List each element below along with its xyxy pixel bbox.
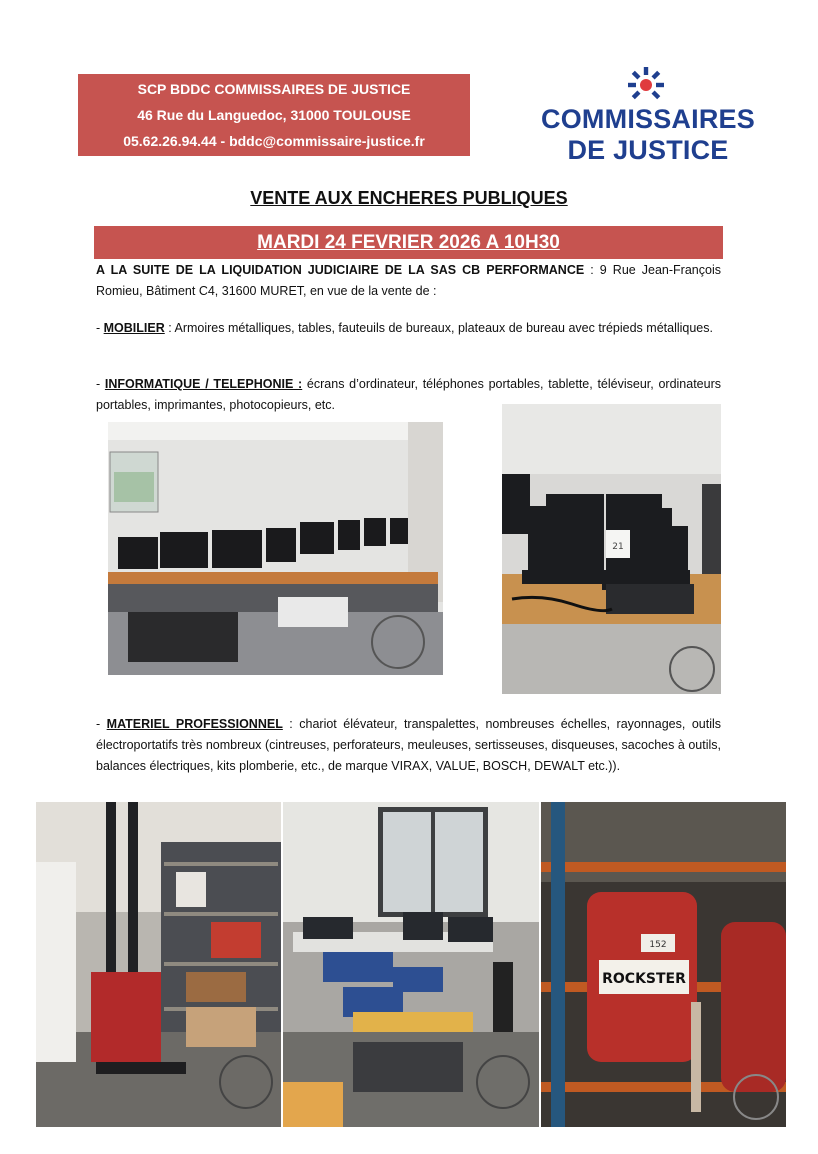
section-text: écrans d’ordinateur, téléphones portables, tablette, téléviseur, ordinateurs portables, imprimantes, photocopieurs, etc.	[96, 377, 721, 412]
section-prefix: -	[96, 321, 104, 335]
logo-line-1: COMMISSAIRES	[541, 104, 755, 134]
photo-forklift	[36, 802, 281, 1127]
section-label: INFORMATIQUE / TELEPHONIE :	[104, 377, 303, 391]
section-label: MOBILIER	[103, 321, 165, 335]
intro-paragraph	[96, 260, 721, 302]
logo-star-icon	[528, 64, 768, 108]
logo-line-2: DE JUSTICE	[567, 135, 729, 165]
commissaires-logo	[528, 64, 768, 168]
firm-contact: 05.62.26.94.44 - bddc@commissaire-justice.fr	[123, 133, 425, 149]
contact-box	[78, 74, 470, 156]
photo-laptops	[502, 404, 721, 694]
section-prefix: -	[96, 377, 105, 391]
photo-office-monitors	[108, 422, 443, 675]
firm-address: 46 Rue du Languedoc, 31000 TOULOUSE	[137, 107, 411, 123]
photo-rockster	[541, 802, 786, 1127]
intro-lead: A LA SUITE DE LA LIQUIDATION JUDICIAIRE DE LA SAS CB PERFORMANCE	[96, 263, 585, 277]
section-prefix: -	[96, 717, 107, 731]
page-title: VENTE AUX ENCHERES PUBLIQUES	[250, 188, 568, 208]
section-materiel	[96, 714, 721, 777]
section-label: MATERIEL PROFESSIONNEL	[106, 717, 283, 731]
intro-text: : 9 Rue Jean-François Romieu, Bâtiment C4, 31600 MURET, en vue de la vente de :	[96, 263, 721, 298]
laptop-tag-label: 21	[612, 542, 624, 552]
date-banner: MARDI 24 FEVRIER 2026 A 10H30	[94, 226, 723, 259]
firm-name: SCP BDDC COMMISSAIRES DE JUSTICE	[137, 81, 411, 97]
rockster-label: ROCKSTER	[602, 971, 686, 987]
section-text: : Armoires métalliques, tables, fauteuils de bureaux, plateaux de bureau avec trépieds métalliques.	[164, 321, 713, 335]
section-mobilier	[96, 318, 721, 339]
section-text: : chariot élévateur, transpalettes, nombreuses échelles, rayonnages, outils électroportatifs très nombreux (cintreuses, perforateurs, meuleuses, sertisseuses, disqueuses, sacoches à outils, balances électriques, kits plomberie, etc., de marque VIRAX, VALUE, BOSCH, DEWALT etc.)).	[96, 717, 722, 773]
photo-tool-cases	[283, 802, 539, 1127]
tag-152-label: 152	[649, 940, 667, 950]
